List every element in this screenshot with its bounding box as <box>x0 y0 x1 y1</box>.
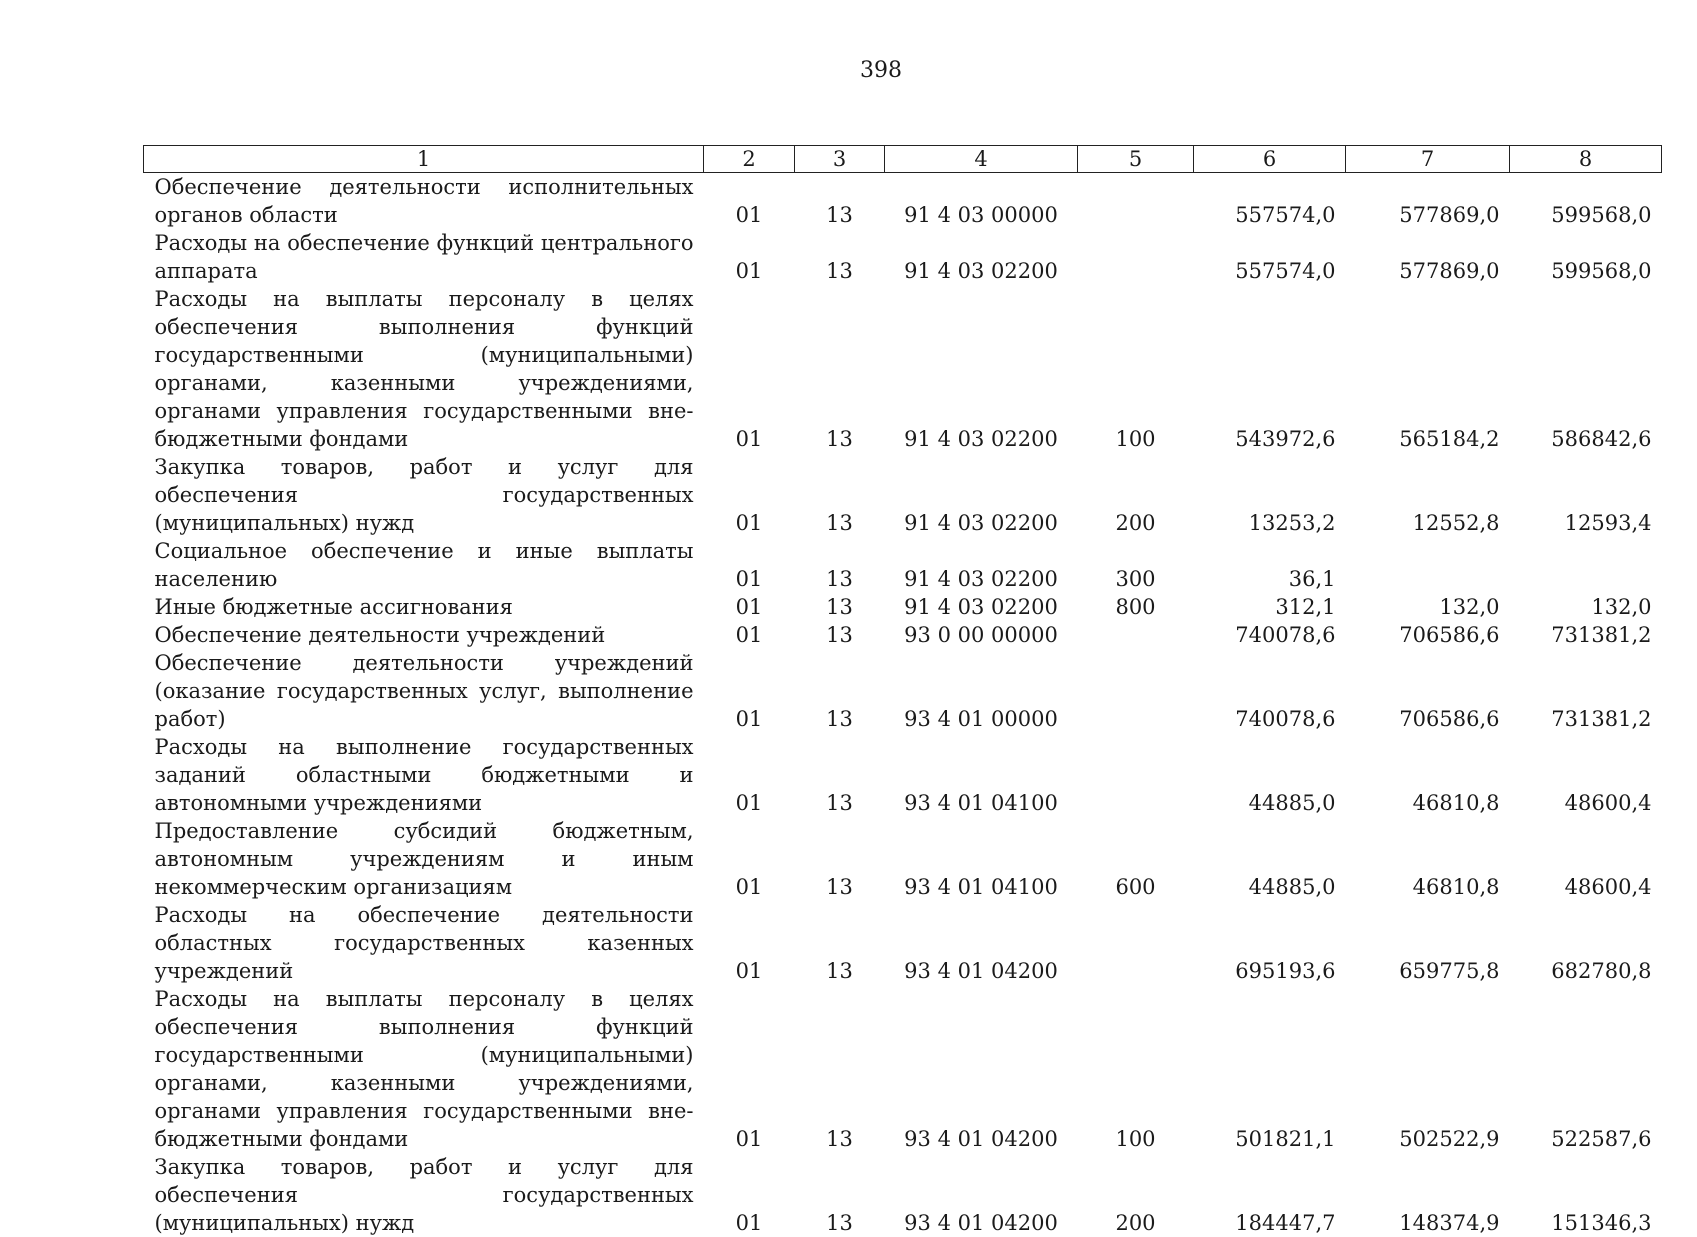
row-name-cell: Расходы на обеспечение деятельности областных государственных казенных учреждений <box>144 901 704 985</box>
column-header: 6 <box>1194 146 1346 173</box>
amount-col7-cell <box>1346 537 1510 593</box>
amount-col7-cell: 706586,6 <box>1346 649 1510 733</box>
table-row <box>144 173 1662 230</box>
target-article-cell: 91 4 03 02200 <box>885 593 1078 621</box>
expense-type-cell: 100 <box>1078 285 1194 453</box>
amount-col6-cell: 557574,0 <box>1194 173 1346 230</box>
amount-col8-cell <box>1510 537 1662 593</box>
amount-col6-cell: 36,1 <box>1194 537 1346 593</box>
section-code-cell: 01 <box>704 817 795 901</box>
amount-col7-cell: 502522,9 <box>1346 985 1510 1153</box>
expense-type-cell <box>1078 901 1194 985</box>
amount-col8-cell: 132,0 <box>1510 593 1662 621</box>
section-code-cell: 01 <box>704 453 795 537</box>
target-article-cell: 93 4 01 04100 <box>885 733 1078 817</box>
budget-table <box>143 145 1662 1237</box>
target-article-cell: 91 4 03 02200 <box>885 537 1078 593</box>
amount-col7-cell: 706586,6 <box>1346 621 1510 649</box>
section-code-cell: 01 <box>704 537 795 593</box>
column-header: 4 <box>885 146 1078 173</box>
expense-type-cell <box>1078 621 1194 649</box>
row-name-cell: Предоставление субсидий бюджетным, автономным учреждениям и иным некоммерческим организациям <box>144 817 704 901</box>
amount-col8-cell: 48600,4 <box>1510 733 1662 817</box>
expense-type-cell: 800 <box>1078 593 1194 621</box>
expense-type-cell <box>1078 229 1194 285</box>
table-row <box>144 285 1662 453</box>
table-row <box>144 901 1662 985</box>
row-name-cell: Обеспечение деятельности учреждений <box>144 621 704 649</box>
subsection-code-cell: 13 <box>795 173 885 230</box>
section-code-cell: 01 <box>704 901 795 985</box>
amount-col6-cell: 13253,2 <box>1194 453 1346 537</box>
row-name-cell: Закупка товаров, работ и услуг для обеспечения государственных (муниципальных) нужд <box>144 1153 704 1237</box>
column-header: 2 <box>704 146 795 173</box>
section-code-cell: 01 <box>704 733 795 817</box>
row-name-cell: Обеспечение деятельности учреждений (оказание государственных услуг, выполнение работ) <box>144 649 704 733</box>
amount-col7-cell: 12552,8 <box>1346 453 1510 537</box>
subsection-code-cell: 13 <box>795 229 885 285</box>
amount-col8-cell: 731381,2 <box>1510 621 1662 649</box>
row-name-cell: Расходы на выполнение государственных заданий областными бюджетными и автономными учреждениями <box>144 733 704 817</box>
subsection-code-cell: 13 <box>795 537 885 593</box>
amount-col8-cell: 599568,0 <box>1510 229 1662 285</box>
subsection-code-cell: 13 <box>795 621 885 649</box>
section-code-cell: 01 <box>704 985 795 1153</box>
column-header: 8 <box>1510 146 1662 173</box>
table-row <box>144 817 1662 901</box>
table-row <box>144 733 1662 817</box>
expense-type-cell <box>1078 733 1194 817</box>
column-header: 1 <box>144 146 704 173</box>
amount-col8-cell: 599568,0 <box>1510 173 1662 230</box>
subsection-code-cell: 13 <box>795 649 885 733</box>
amount-col6-cell: 740078,6 <box>1194 649 1346 733</box>
section-code-cell: 01 <box>704 229 795 285</box>
table-row <box>144 229 1662 285</box>
amount-col7-cell: 132,0 <box>1346 593 1510 621</box>
expense-type-cell <box>1078 649 1194 733</box>
amount-col6-cell: 44885,0 <box>1194 733 1346 817</box>
amount-col7-cell: 577869,0 <box>1346 229 1510 285</box>
amount-col6-cell: 543972,6 <box>1194 285 1346 453</box>
section-code-cell: 01 <box>704 649 795 733</box>
table-row <box>144 1153 1662 1237</box>
row-name-cell: Расходы на выплаты персоналу в целях обеспечения выполнения функций государственными (муниципальными) органами, казенными учреждениями, органами управления государственными внебюджетными фондами <box>144 985 704 1153</box>
section-code-cell: 01 <box>704 593 795 621</box>
subsection-code-cell: 13 <box>795 285 885 453</box>
table-header <box>144 146 1662 173</box>
amount-col8-cell: 12593,4 <box>1510 453 1662 537</box>
subsection-code-cell: 13 <box>795 985 885 1153</box>
amount-col6-cell: 557574,0 <box>1194 229 1346 285</box>
table-row <box>144 985 1662 1153</box>
column-header: 5 <box>1078 146 1194 173</box>
subsection-code-cell: 13 <box>795 593 885 621</box>
target-article-cell: 91 4 03 02200 <box>885 453 1078 537</box>
table-row <box>144 537 1662 593</box>
expense-type-cell: 200 <box>1078 1153 1194 1237</box>
page-number: 398 <box>0 58 1697 83</box>
target-article-cell: 93 4 01 04200 <box>885 1153 1078 1237</box>
amount-col7-cell: 659775,8 <box>1346 901 1510 985</box>
table-row <box>144 649 1662 733</box>
expense-type-cell: 200 <box>1078 453 1194 537</box>
amount-col8-cell: 151346,3 <box>1510 1153 1662 1237</box>
amount-col7-cell: 148374,9 <box>1346 1153 1510 1237</box>
target-article-cell: 93 4 01 04100 <box>885 817 1078 901</box>
amount-col8-cell: 682780,8 <box>1510 901 1662 985</box>
row-name-cell: Расходы на выплаты персоналу в целях обеспечения выполнения функций государственными (муниципальными) органами, казенными учреждениями, органами управления государственными внебюджетными фондами <box>144 285 704 453</box>
table-body <box>144 173 1662 1237</box>
target-article-cell: 93 4 01 00000 <box>885 649 1078 733</box>
expense-type-cell: 300 <box>1078 537 1194 593</box>
column-header: 3 <box>795 146 885 173</box>
target-article-cell: 93 0 00 00000 <box>885 621 1078 649</box>
expense-type-cell <box>1078 173 1194 230</box>
amount-col8-cell: 48600,4 <box>1510 817 1662 901</box>
subsection-code-cell: 13 <box>795 817 885 901</box>
subsection-code-cell: 13 <box>795 453 885 537</box>
subsection-code-cell: 13 <box>795 733 885 817</box>
amount-col7-cell: 46810,8 <box>1346 733 1510 817</box>
section-code-cell: 01 <box>704 285 795 453</box>
section-code-cell: 01 <box>704 1153 795 1237</box>
amount-col6-cell: 501821,1 <box>1194 985 1346 1153</box>
target-article-cell: 91 4 03 02200 <box>885 285 1078 453</box>
table-row <box>144 621 1662 649</box>
amount-col8-cell: 586842,6 <box>1510 285 1662 453</box>
amount-col6-cell: 312,1 <box>1194 593 1346 621</box>
amount-col6-cell: 44885,0 <box>1194 817 1346 901</box>
section-code-cell: 01 <box>704 173 795 230</box>
column-header: 7 <box>1346 146 1510 173</box>
amount-col8-cell: 731381,2 <box>1510 649 1662 733</box>
row-name-cell: Обеспечение деятельности исполнительных органов области <box>144 173 704 230</box>
amount-col7-cell: 577869,0 <box>1346 173 1510 230</box>
amount-col8-cell: 522587,6 <box>1510 985 1662 1153</box>
expense-type-cell: 100 <box>1078 985 1194 1153</box>
row-name-cell: Социальное обеспечение и иные выплаты населению <box>144 537 704 593</box>
row-name-cell: Расходы на обеспечение функций центрального аппарата <box>144 229 704 285</box>
target-article-cell: 93 4 01 04200 <box>885 985 1078 1153</box>
table-row <box>144 593 1662 621</box>
amount-col6-cell: 740078,6 <box>1194 621 1346 649</box>
table-row <box>144 453 1662 537</box>
amount-col7-cell: 565184,2 <box>1346 285 1510 453</box>
amount-col7-cell: 46810,8 <box>1346 817 1510 901</box>
row-name-cell: Иные бюджетные ассигнования <box>144 593 704 621</box>
subsection-code-cell: 13 <box>795 901 885 985</box>
subsection-code-cell: 13 <box>795 1153 885 1237</box>
header-row <box>144 146 1662 173</box>
section-code-cell: 01 <box>704 621 795 649</box>
target-article-cell: 91 4 03 00000 <box>885 173 1078 230</box>
amount-col6-cell: 695193,6 <box>1194 901 1346 985</box>
expense-type-cell: 600 <box>1078 817 1194 901</box>
target-article-cell: 93 4 01 04200 <box>885 901 1078 985</box>
amount-col6-cell: 184447,7 <box>1194 1153 1346 1237</box>
target-article-cell: 91 4 03 02200 <box>885 229 1078 285</box>
row-name-cell: Закупка товаров, работ и услуг для обеспечения государственных (муниципальных) нужд <box>144 453 704 537</box>
